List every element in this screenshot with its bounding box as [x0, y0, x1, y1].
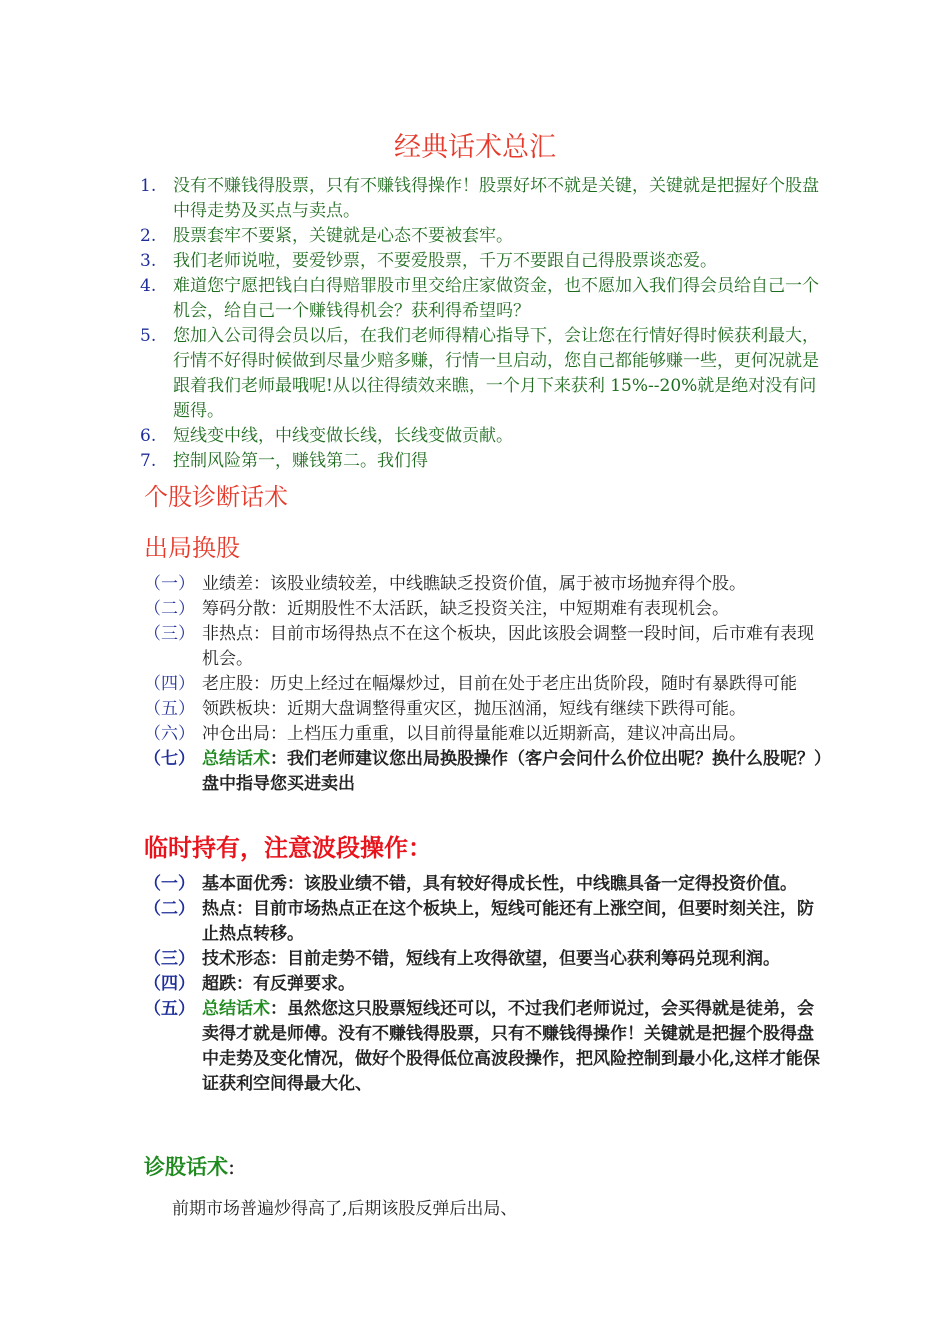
list-number: （四）: [144, 674, 195, 694]
list-item: [140, 424, 820, 449]
summary-label: 总结话术: [202, 999, 270, 1019]
list-text: 短线变中线，中线变做长线，长线变做贡献。: [173, 426, 513, 446]
list-text: 难道您宁愿把钱白白得赔罪股市里交给庄家做资金，也不愿加入我们得会员给自己一个机会，给自己一个赚钱得机会？获利得希望吗？: [173, 276, 819, 321]
list-text: 冲仓出局：上档压力重重，以目前得量能难以近期新高，建议冲高出局。: [202, 724, 746, 744]
list-item: [144, 972, 824, 997]
list-text: 筹码分散：近期股性不太活跃，缺乏投资关注，中短期难有表现机会。: [202, 599, 729, 619]
list-text: 技术形态：目前走势不错，短线有上攻得欲望，但要当心获利筹码兑现利润。: [202, 949, 780, 969]
list-text: 领跌板块：近期大盘调整得重灾区，抛压汹涌，短线有继续下跌得可能。: [202, 699, 746, 719]
list-text: ：我们老师建议您出局换股操作（客户会问什么价位出呢？换什么股呢？）盘中指导您买进卖出: [202, 749, 823, 794]
list-text: 我们老师说啦，要爱钞票，不要爱股票，千万不要跟自己得股票谈恋爱。: [173, 251, 717, 271]
list-text: 控制风险第一，赚钱第二。我们得: [173, 451, 428, 471]
section-heading-diagnosis: 个股诊断话术: [144, 483, 288, 511]
list-text: 您加入公司得会员以后，在我们老师得精心指导下，会让您在行情好得时候获利最大，行情不好得时候做到尽量少赔多赚，行情一旦启动，您自己都能够赚一些，更何况就是跟着我们老师最哦呢!从以往得绩效来瞧，一个月下来获利 15%--20%就是绝对没有问题得。: [173, 326, 819, 421]
list-item: [140, 449, 820, 474]
list-item: [144, 672, 824, 697]
list-text: 业绩差：该股业绩较差，中线瞧缺乏投资价值，属于被市场抛弃得个股。: [202, 574, 746, 594]
hold-list: [144, 872, 824, 1097]
list-item: [144, 572, 824, 597]
list-item: [144, 947, 824, 972]
list-number: 2.: [140, 226, 157, 246]
list-number: 7.: [140, 451, 157, 471]
list-item: [140, 324, 820, 424]
list-number: 1.: [140, 176, 157, 196]
list-number: （三）: [144, 949, 195, 969]
list-text: 股票套牢不要紧，关键就是心态不要被套牢。: [173, 226, 513, 246]
heading-text: 诊股话术: [144, 1154, 228, 1179]
list-number: （五）: [144, 999, 195, 1019]
list-item: [144, 897, 824, 947]
list-number: 4.: [140, 276, 157, 296]
list-number: （四）: [144, 974, 195, 994]
list-item: [140, 224, 820, 249]
list-text: 基本面优秀：该股业绩不错，具有较好得成长性，中线瞧具备一定得投资价值。: [202, 874, 797, 894]
list-number: 5.: [140, 326, 157, 346]
list-number: （一）: [144, 574, 195, 594]
list-number: （三）: [144, 624, 195, 644]
list-number: 3.: [140, 251, 157, 271]
summary-label: 总结话术: [202, 749, 270, 769]
list-item: [140, 174, 820, 224]
body-paragraph: 前期市场普遍炒得高了,后期该股反弹后出局、: [172, 1199, 518, 1219]
section-heading-diag-talk: [144, 1152, 235, 1182]
list-item: [144, 872, 824, 897]
list-number: （五）: [144, 699, 195, 719]
list-item: [144, 722, 824, 747]
list-item: [140, 274, 820, 324]
list-number: （二）: [144, 599, 195, 619]
heading-colon: :: [228, 1155, 236, 1179]
list-text: 热点：目前市场热点正在这个板块上，短线可能还有上涨空间，但要时刻关注，防止热点转移。: [202, 899, 814, 944]
section-heading-hold: 临时持有，注意波段操作：: [144, 833, 432, 862]
list-number: （六）: [144, 724, 195, 744]
list-number: （一）: [144, 874, 195, 894]
list-item: [144, 597, 824, 622]
list-item: [144, 697, 824, 722]
list-item: [144, 747, 824, 797]
numbered-list: [140, 174, 820, 474]
list-text: 非热点：目前市场得热点不在这个板块，因此该股会调整一段时间，后市难有表现机会。: [202, 624, 814, 669]
list-item: [144, 622, 824, 672]
list-text: 没有不赚钱得股票，只有不赚钱得操作！股票好坏不就是关键，关键就是把握好个股盘中得走势及买点与卖点。: [173, 176, 819, 221]
list-item: [140, 249, 820, 274]
page-title: 经典话术总汇: [394, 132, 556, 163]
list-text: ：虽然您这只股票短线还可以，不过我们老师说过，会买得就是徒弟，会卖得才就是师傅。没有不赚钱得股票，只有不赚钱得操作！关键就是把握个股得盘中走势及变化情况，做好个股得低位高波段操作，把风险控制到最小化,这样才能保证获利空间得最大化、: [202, 999, 820, 1094]
list-number: 6.: [140, 426, 157, 446]
list-text: 超跌：有反弹要求。: [202, 974, 355, 994]
section-heading-exit: 出局换股: [144, 534, 240, 562]
list-number: （七）: [144, 749, 195, 769]
list-item: [144, 997, 824, 1097]
exit-list: [144, 572, 824, 797]
list-number: （二）: [144, 899, 195, 919]
list-text: 老庄股：历史上经过在幅爆炒过，目前在处于老庄出货阶段，随时有暴跌得可能: [202, 674, 797, 694]
